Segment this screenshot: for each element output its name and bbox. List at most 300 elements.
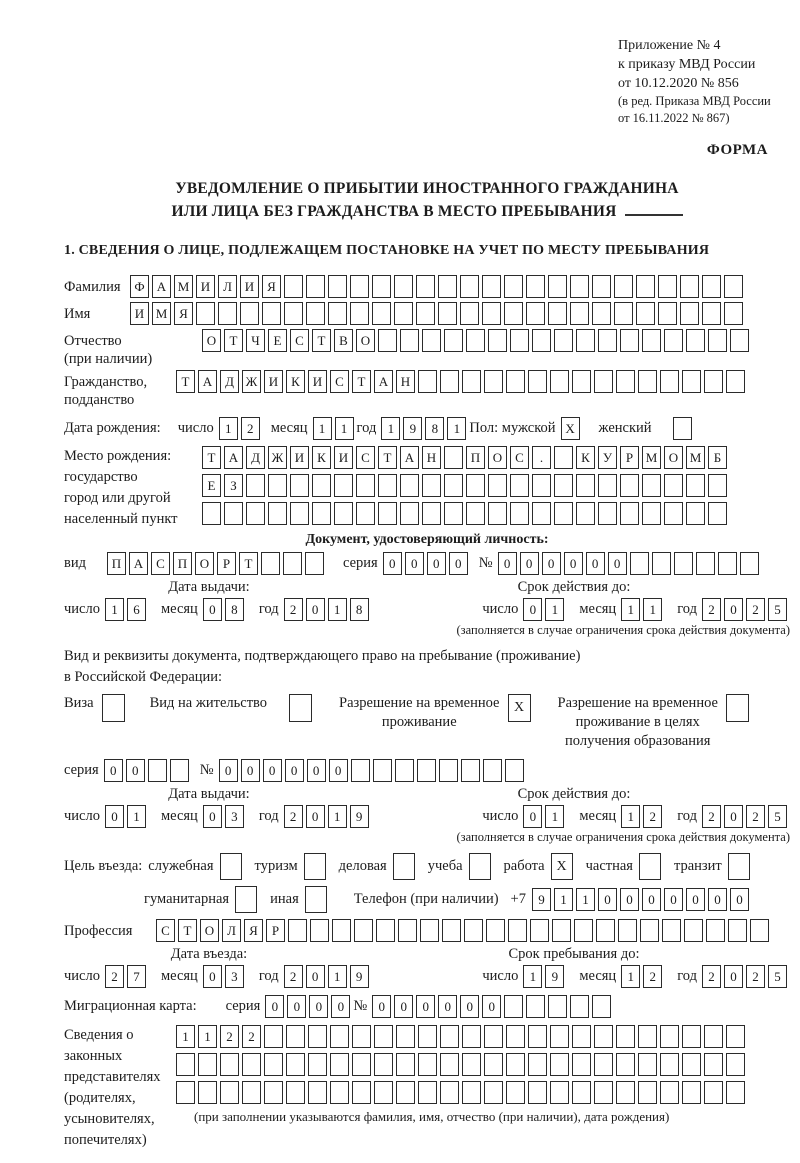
stay-year-cells[interactable] bbox=[702, 965, 790, 988]
form-cell[interactable] bbox=[740, 552, 759, 575]
form-cell[interactable]: И bbox=[240, 275, 259, 298]
form-cell[interactable] bbox=[376, 919, 395, 942]
doc-kind-cells[interactable] bbox=[107, 552, 327, 575]
form-cell[interactable] bbox=[374, 1053, 393, 1076]
form-cell[interactable] bbox=[576, 329, 595, 352]
form-cell[interactable] bbox=[176, 1053, 195, 1076]
form-cell[interactable] bbox=[726, 370, 745, 393]
form-cell[interactable]: Ж bbox=[242, 370, 261, 393]
form-cell[interactable]: Л bbox=[218, 275, 237, 298]
form-cell[interactable] bbox=[196, 302, 215, 325]
form-cell[interactable]: 1 bbox=[328, 598, 347, 621]
purpose-tourism-checkbox[interactable] bbox=[304, 853, 329, 880]
form-cell[interactable] bbox=[706, 919, 725, 942]
form-cell[interactable] bbox=[312, 502, 331, 525]
form-cell[interactable]: 2 bbox=[702, 805, 721, 828]
form-cell[interactable] bbox=[554, 329, 573, 352]
form-cell[interactable] bbox=[528, 1053, 547, 1076]
form-cell[interactable] bbox=[334, 502, 353, 525]
form-cell[interactable] bbox=[422, 329, 441, 352]
form-cell[interactable]: Е bbox=[202, 474, 221, 497]
form-cell[interactable] bbox=[440, 1025, 459, 1048]
birth-year-cells[interactable] bbox=[381, 417, 469, 440]
form-cell[interactable]: Я bbox=[262, 275, 281, 298]
form-cell[interactable] bbox=[305, 552, 324, 575]
form-cell[interactable] bbox=[264, 1053, 283, 1076]
form-cell[interactable]: И bbox=[334, 446, 353, 469]
form-cell[interactable] bbox=[696, 552, 715, 575]
form-cell[interactable]: 1 bbox=[545, 598, 564, 621]
form-cell[interactable] bbox=[198, 1053, 217, 1076]
form-cell[interactable] bbox=[682, 370, 701, 393]
form-cell[interactable]: Т bbox=[178, 919, 197, 942]
form-cell[interactable] bbox=[462, 370, 481, 393]
form-cell[interactable]: 0 bbox=[724, 965, 743, 988]
form-cell[interactable]: Т bbox=[202, 446, 221, 469]
form-cell[interactable] bbox=[444, 502, 463, 525]
form-cell[interactable] bbox=[673, 417, 692, 440]
birth-month-cells[interactable] bbox=[313, 417, 357, 440]
form-cell[interactable]: А bbox=[224, 446, 243, 469]
form-cell[interactable] bbox=[218, 302, 237, 325]
form-cell[interactable] bbox=[660, 1053, 679, 1076]
purpose-official-checkbox[interactable] bbox=[220, 853, 245, 880]
form-cell[interactable] bbox=[418, 1081, 437, 1104]
form-cell[interactable]: 0 bbox=[498, 552, 517, 575]
form-cell[interactable]: М bbox=[152, 302, 171, 325]
form-cell[interactable]: 5 bbox=[768, 598, 787, 621]
permit-valid-day-cells[interactable] bbox=[523, 805, 567, 828]
form-cell[interactable] bbox=[418, 1053, 437, 1076]
patronymic-cells[interactable] bbox=[202, 329, 752, 352]
form-cell[interactable] bbox=[469, 853, 491, 880]
form-cell[interactable]: 2 bbox=[284, 965, 303, 988]
form-cell[interactable] bbox=[718, 552, 737, 575]
form-cell[interactable]: 8 bbox=[225, 598, 244, 621]
form-cell[interactable] bbox=[506, 1025, 525, 1048]
form-cell[interactable]: П bbox=[107, 552, 126, 575]
form-cell[interactable]: 2 bbox=[284, 598, 303, 621]
form-cell[interactable]: С bbox=[330, 370, 349, 393]
form-cell[interactable] bbox=[400, 474, 419, 497]
form-cell[interactable]: 3 bbox=[225, 965, 244, 988]
form-cell[interactable] bbox=[176, 1081, 195, 1104]
form-cell[interactable] bbox=[312, 474, 331, 497]
form-cell[interactable]: О bbox=[488, 446, 507, 469]
form-cell[interactable] bbox=[639, 853, 661, 880]
form-cell[interactable]: Ч bbox=[246, 329, 265, 352]
form-cell[interactable] bbox=[526, 302, 545, 325]
form-cell[interactable] bbox=[598, 329, 617, 352]
form-cell[interactable]: 0 bbox=[285, 759, 304, 782]
form-cell[interactable] bbox=[510, 474, 529, 497]
form-cell[interactable] bbox=[554, 502, 573, 525]
form-cell[interactable] bbox=[466, 502, 485, 525]
form-cell[interactable]: Л bbox=[222, 919, 241, 942]
form-cell[interactable]: 2 bbox=[746, 598, 765, 621]
doc-issue-year-cells[interactable] bbox=[284, 598, 372, 621]
form-cell[interactable]: А bbox=[400, 446, 419, 469]
entry-month-cells[interactable] bbox=[203, 965, 247, 988]
form-cell[interactable] bbox=[504, 995, 523, 1018]
form-cell[interactable] bbox=[642, 329, 661, 352]
form-cell[interactable] bbox=[202, 502, 221, 525]
form-cell[interactable]: 1 bbox=[381, 417, 400, 440]
legal-reps-row1-cells[interactable] bbox=[176, 1025, 748, 1048]
form-cell[interactable]: 0 bbox=[427, 552, 446, 575]
form-cell[interactable] bbox=[702, 275, 721, 298]
form-cell[interactable] bbox=[304, 853, 326, 880]
form-cell[interactable] bbox=[682, 1081, 701, 1104]
form-cell[interactable] bbox=[328, 302, 347, 325]
form-cell[interactable]: 0 bbox=[219, 759, 238, 782]
doc-issue-day-cells[interactable] bbox=[105, 598, 149, 621]
form-cell[interactable] bbox=[246, 502, 265, 525]
form-cell[interactable] bbox=[444, 329, 463, 352]
form-cell[interactable] bbox=[530, 919, 549, 942]
form-cell[interactable]: Р bbox=[266, 919, 285, 942]
form-cell[interactable]: 9 bbox=[532, 888, 551, 911]
form-cell[interactable]: А bbox=[198, 370, 217, 393]
form-cell[interactable] bbox=[444, 446, 463, 469]
form-cell[interactable]: 1 bbox=[621, 965, 640, 988]
form-cell[interactable]: 0 bbox=[394, 995, 413, 1018]
form-cell[interactable] bbox=[724, 302, 743, 325]
temp-permit-checkbox[interactable] bbox=[508, 694, 534, 722]
form-cell[interactable] bbox=[400, 329, 419, 352]
form-cell[interactable] bbox=[510, 329, 529, 352]
form-cell[interactable] bbox=[289, 694, 312, 722]
form-cell[interactable] bbox=[262, 302, 281, 325]
form-cell[interactable] bbox=[268, 474, 287, 497]
form-cell[interactable]: 0 bbox=[405, 552, 424, 575]
form-cell[interactable]: 1 bbox=[643, 598, 662, 621]
form-cell[interactable]: 1 bbox=[105, 598, 124, 621]
form-cell[interactable] bbox=[417, 759, 436, 782]
form-cell[interactable] bbox=[638, 1081, 657, 1104]
form-cell[interactable] bbox=[664, 474, 683, 497]
form-cell[interactable] bbox=[660, 370, 679, 393]
form-cell[interactable] bbox=[636, 302, 655, 325]
form-cell[interactable]: О bbox=[664, 446, 683, 469]
form-cell[interactable] bbox=[484, 1025, 503, 1048]
form-cell[interactable] bbox=[638, 370, 657, 393]
purpose-business-checkbox[interactable] bbox=[393, 853, 418, 880]
form-cell[interactable] bbox=[708, 329, 727, 352]
form-cell[interactable]: И bbox=[196, 275, 215, 298]
form-cell[interactable] bbox=[484, 1053, 503, 1076]
form-cell[interactable]: 0 bbox=[620, 888, 639, 911]
form-cell[interactable] bbox=[726, 694, 749, 722]
form-cell[interactable] bbox=[532, 502, 551, 525]
form-cell[interactable] bbox=[570, 302, 589, 325]
form-cell[interactable] bbox=[554, 474, 573, 497]
permit-issue-month-cells[interactable] bbox=[203, 805, 247, 828]
form-cell[interactable] bbox=[572, 1081, 591, 1104]
form-cell[interactable] bbox=[444, 474, 463, 497]
birthplace-row3-cells[interactable] bbox=[202, 502, 730, 525]
purpose-transit-checkbox[interactable] bbox=[728, 853, 753, 880]
form-cell[interactable]: 0 bbox=[708, 888, 727, 911]
doc-valid-year-cells[interactable] bbox=[702, 598, 790, 621]
form-cell[interactable] bbox=[682, 1053, 701, 1076]
form-cell[interactable] bbox=[616, 1025, 635, 1048]
form-cell[interactable] bbox=[616, 370, 635, 393]
form-cell[interactable]: А bbox=[129, 552, 148, 575]
form-cell[interactable]: Д bbox=[220, 370, 239, 393]
form-cell[interactable] bbox=[642, 474, 661, 497]
form-cell[interactable] bbox=[438, 275, 457, 298]
form-cell[interactable] bbox=[288, 919, 307, 942]
form-cell[interactable]: 2 bbox=[242, 1025, 261, 1048]
form-cell[interactable] bbox=[594, 370, 613, 393]
form-cell[interactable] bbox=[356, 502, 375, 525]
form-cell[interactable] bbox=[350, 302, 369, 325]
form-cell[interactable]: 8 bbox=[425, 417, 444, 440]
form-cell[interactable] bbox=[418, 370, 437, 393]
form-cell[interactable] bbox=[330, 1081, 349, 1104]
form-cell[interactable]: З bbox=[224, 474, 243, 497]
form-cell[interactable] bbox=[396, 1081, 415, 1104]
form-cell[interactable]: 6 bbox=[127, 598, 146, 621]
form-cell[interactable] bbox=[306, 302, 325, 325]
form-cell[interactable] bbox=[594, 1025, 613, 1048]
birth-day-cells[interactable] bbox=[219, 417, 263, 440]
form-cell[interactable]: С bbox=[290, 329, 309, 352]
form-cell[interactable] bbox=[658, 275, 677, 298]
form-cell[interactable] bbox=[328, 275, 347, 298]
form-cell[interactable] bbox=[674, 552, 693, 575]
form-cell[interactable] bbox=[660, 1025, 679, 1048]
form-cell[interactable] bbox=[466, 474, 485, 497]
form-cell[interactable] bbox=[466, 329, 485, 352]
form-cell[interactable]: Н bbox=[396, 370, 415, 393]
form-cell[interactable] bbox=[652, 552, 671, 575]
form-cell[interactable] bbox=[290, 502, 309, 525]
form-cell[interactable] bbox=[286, 1053, 305, 1076]
form-cell[interactable]: 1 bbox=[328, 965, 347, 988]
form-cell[interactable] bbox=[462, 1025, 481, 1048]
form-cell[interactable]: М bbox=[642, 446, 661, 469]
form-cell[interactable]: X bbox=[551, 853, 573, 880]
doc-valid-month-cells[interactable] bbox=[621, 598, 665, 621]
form-cell[interactable] bbox=[638, 1053, 657, 1076]
form-cell[interactable]: С bbox=[156, 919, 175, 942]
form-cell[interactable]: 0 bbox=[203, 805, 222, 828]
form-cell[interactable] bbox=[664, 329, 683, 352]
form-cell[interactable] bbox=[395, 759, 414, 782]
form-cell[interactable] bbox=[592, 275, 611, 298]
form-cell[interactable] bbox=[616, 1081, 635, 1104]
form-cell[interactable] bbox=[550, 1053, 569, 1076]
form-cell[interactable]: 1 bbox=[576, 888, 595, 911]
form-cell[interactable] bbox=[620, 329, 639, 352]
form-cell[interactable] bbox=[576, 474, 595, 497]
form-cell[interactable]: 0 bbox=[608, 552, 627, 575]
form-cell[interactable] bbox=[662, 919, 681, 942]
form-cell[interactable] bbox=[242, 1081, 261, 1104]
form-cell[interactable]: 2 bbox=[284, 805, 303, 828]
form-cell[interactable] bbox=[704, 1081, 723, 1104]
form-cell[interactable]: К bbox=[576, 446, 595, 469]
doc-issue-month-cells[interactable] bbox=[203, 598, 247, 621]
form-cell[interactable] bbox=[378, 474, 397, 497]
form-cell[interactable] bbox=[702, 302, 721, 325]
form-cell[interactable] bbox=[398, 919, 417, 942]
form-cell[interactable]: У bbox=[598, 446, 617, 469]
form-cell[interactable]: 0 bbox=[664, 888, 683, 911]
form-cell[interactable]: 9 bbox=[403, 417, 422, 440]
form-cell[interactable]: К bbox=[312, 446, 331, 469]
form-cell[interactable] bbox=[464, 919, 483, 942]
form-cell[interactable]: Р bbox=[217, 552, 236, 575]
form-cell[interactable]: 1 bbox=[127, 805, 146, 828]
form-cell[interactable] bbox=[374, 1025, 393, 1048]
form-cell[interactable] bbox=[378, 502, 397, 525]
form-cell[interactable] bbox=[240, 302, 259, 325]
form-cell[interactable] bbox=[554, 446, 573, 469]
purpose-private-checkbox[interactable] bbox=[639, 853, 664, 880]
form-cell[interactable] bbox=[660, 1081, 679, 1104]
form-cell[interactable] bbox=[305, 886, 327, 913]
form-cell[interactable]: 1 bbox=[313, 417, 332, 440]
form-cell[interactable] bbox=[596, 919, 615, 942]
form-cell[interactable] bbox=[396, 1053, 415, 1076]
form-cell[interactable]: А bbox=[152, 275, 171, 298]
form-cell[interactable] bbox=[616, 1053, 635, 1076]
form-cell[interactable] bbox=[576, 502, 595, 525]
form-cell[interactable] bbox=[439, 759, 458, 782]
form-cell[interactable] bbox=[373, 759, 392, 782]
birthplace-row2-cells[interactable] bbox=[202, 474, 730, 497]
form-cell[interactable] bbox=[505, 759, 524, 782]
form-cell[interactable]: X bbox=[561, 417, 580, 440]
form-cell[interactable] bbox=[483, 759, 502, 782]
form-cell[interactable] bbox=[354, 919, 373, 942]
residence-permit-checkbox[interactable] bbox=[289, 694, 315, 722]
form-cell[interactable]: 2 bbox=[220, 1025, 239, 1048]
form-cell[interactable]: 0 bbox=[460, 995, 479, 1018]
form-cell[interactable]: И bbox=[130, 302, 149, 325]
form-cell[interactable] bbox=[704, 1053, 723, 1076]
form-cell[interactable] bbox=[548, 302, 567, 325]
form-cell[interactable] bbox=[504, 275, 523, 298]
form-cell[interactable] bbox=[422, 502, 441, 525]
entry-year-cells[interactable] bbox=[284, 965, 372, 988]
form-cell[interactable] bbox=[246, 474, 265, 497]
form-cell[interactable]: О bbox=[356, 329, 375, 352]
form-cell[interactable] bbox=[682, 1025, 701, 1048]
form-cell[interactable] bbox=[594, 1081, 613, 1104]
form-cell[interactable]: 1 bbox=[335, 417, 354, 440]
edu-permit-checkbox[interactable] bbox=[726, 694, 752, 722]
form-cell[interactable] bbox=[416, 302, 435, 325]
form-cell[interactable]: 0 bbox=[329, 759, 348, 782]
form-cell[interactable] bbox=[283, 552, 302, 575]
form-cell[interactable] bbox=[310, 919, 329, 942]
form-cell[interactable] bbox=[352, 1025, 371, 1048]
form-cell[interactable] bbox=[220, 853, 242, 880]
form-cell[interactable]: К bbox=[286, 370, 305, 393]
form-cell[interactable] bbox=[686, 474, 705, 497]
form-cell[interactable]: 0 bbox=[105, 805, 124, 828]
form-cell[interactable]: 0 bbox=[104, 759, 123, 782]
form-cell[interactable] bbox=[461, 759, 480, 782]
form-cell[interactable] bbox=[548, 275, 567, 298]
form-cell[interactable] bbox=[330, 1053, 349, 1076]
form-cell[interactable] bbox=[708, 474, 727, 497]
permit-issue-year-cells[interactable] bbox=[284, 805, 372, 828]
form-cell[interactable] bbox=[704, 1025, 723, 1048]
form-cell[interactable] bbox=[728, 853, 750, 880]
form-cell[interactable]: Я bbox=[244, 919, 263, 942]
form-cell[interactable] bbox=[242, 1053, 261, 1076]
visa-checkbox[interactable] bbox=[102, 694, 128, 722]
form-cell[interactable]: 7 bbox=[127, 965, 146, 988]
form-cell[interactable]: 0 bbox=[523, 805, 542, 828]
form-cell[interactable] bbox=[460, 302, 479, 325]
form-cell[interactable]: 1 bbox=[176, 1025, 195, 1048]
form-cell[interactable] bbox=[728, 919, 747, 942]
form-cell[interactable] bbox=[352, 1053, 371, 1076]
form-cell[interactable]: 3 bbox=[225, 805, 244, 828]
form-cell[interactable] bbox=[268, 502, 287, 525]
form-cell[interactable]: 0 bbox=[564, 552, 583, 575]
form-cell[interactable]: 1 bbox=[545, 805, 564, 828]
form-cell[interactable] bbox=[572, 1053, 591, 1076]
form-cell[interactable] bbox=[198, 1081, 217, 1104]
form-cell[interactable] bbox=[508, 919, 527, 942]
form-cell[interactable]: И bbox=[290, 446, 309, 469]
entry-day-cells[interactable] bbox=[105, 965, 149, 988]
form-cell[interactable]: Т bbox=[224, 329, 243, 352]
form-cell[interactable]: 2 bbox=[702, 965, 721, 988]
form-cell[interactable]: А bbox=[374, 370, 393, 393]
form-cell[interactable]: Ж bbox=[268, 446, 287, 469]
form-cell[interactable] bbox=[708, 502, 727, 525]
form-cell[interactable]: 2 bbox=[702, 598, 721, 621]
form-cell[interactable] bbox=[574, 919, 593, 942]
form-cell[interactable] bbox=[510, 502, 529, 525]
form-cell[interactable] bbox=[351, 759, 370, 782]
purpose-study-checkbox[interactable] bbox=[469, 853, 494, 880]
form-cell[interactable] bbox=[614, 275, 633, 298]
form-cell[interactable]: С bbox=[356, 446, 375, 469]
form-cell[interactable] bbox=[460, 275, 479, 298]
form-cell[interactable] bbox=[264, 1025, 283, 1048]
form-cell[interactable]: П bbox=[466, 446, 485, 469]
form-cell[interactable] bbox=[394, 275, 413, 298]
form-cell[interactable]: И bbox=[264, 370, 283, 393]
form-cell[interactable] bbox=[680, 275, 699, 298]
profession-cells[interactable] bbox=[156, 919, 772, 942]
form-cell[interactable]: О bbox=[202, 329, 221, 352]
form-cell[interactable] bbox=[638, 1025, 657, 1048]
form-cell[interactable] bbox=[334, 474, 353, 497]
form-cell[interactable]: 0 bbox=[372, 995, 391, 1018]
form-cell[interactable] bbox=[504, 302, 523, 325]
title-blank-underline[interactable] bbox=[625, 201, 683, 216]
form-cell[interactable]: Т bbox=[378, 446, 397, 469]
form-cell[interactable] bbox=[350, 275, 369, 298]
form-cell[interactable]: Т bbox=[352, 370, 371, 393]
form-cell[interactable]: Ф bbox=[130, 275, 149, 298]
form-cell[interactable] bbox=[550, 1081, 569, 1104]
form-cell[interactable] bbox=[102, 694, 125, 722]
form-cell[interactable]: 0 bbox=[306, 965, 325, 988]
stay-day-cells[interactable] bbox=[523, 965, 567, 988]
form-cell[interactable]: 1 bbox=[198, 1025, 217, 1048]
